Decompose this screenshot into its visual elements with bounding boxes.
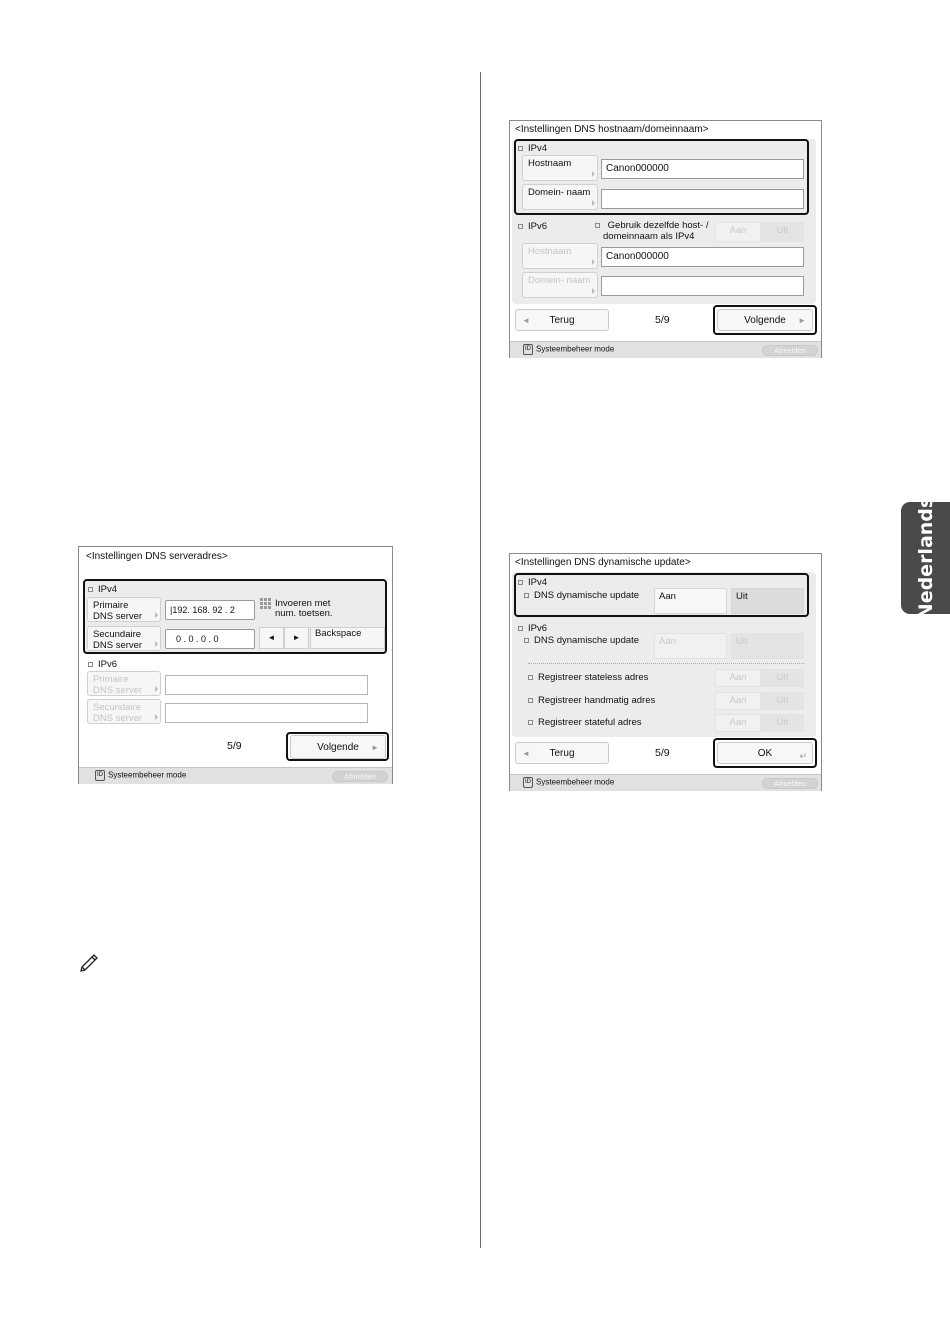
logout-button[interactable]: Afmelden xyxy=(762,345,818,356)
dotted-separator xyxy=(528,663,804,664)
status-bar xyxy=(510,341,821,358)
ipv4-highlight-frame xyxy=(514,573,809,617)
next-highlight-frame xyxy=(286,732,389,761)
same-as-ipv4-line1: Gebruik dezelfde host- / xyxy=(607,220,709,231)
numeric-hint-line2: num. toetsen. xyxy=(275,608,333,619)
ipv4-section-label: IPv4 xyxy=(518,577,547,588)
id-icon: ID xyxy=(95,770,105,781)
ipv6-primary-dns-label xyxy=(87,671,161,696)
same-as-off-toggle[interactable]: Uit xyxy=(761,222,804,242)
ipv6-update-on-toggle[interactable]: Aan xyxy=(654,633,727,659)
status-mode-text: Systeembeheer mode xyxy=(536,777,615,787)
logout-button[interactable]: Afmelden xyxy=(762,778,818,789)
cursor-left-button[interactable]: ◄ xyxy=(259,627,284,649)
status-mode xyxy=(523,777,614,788)
ipv6-primary-dns-input xyxy=(165,675,368,695)
page-indicator: 5/9 xyxy=(655,747,670,759)
stateless-label: Registreer stateless adres xyxy=(528,672,648,683)
dns-update-screen xyxy=(509,553,822,791)
dns-server-screen xyxy=(78,546,393,784)
ipv6-secondary-label-line2: DNS server xyxy=(93,713,143,724)
status-mode xyxy=(95,770,186,781)
ipv6-section-label: IPv6 xyxy=(88,659,117,670)
status-bar xyxy=(510,774,821,791)
screen-title: <Instellingen DNS serveradres> xyxy=(86,551,228,562)
ipv6-secondary-dns-input xyxy=(165,703,368,723)
page-indicator: 5/9 xyxy=(655,314,670,326)
ipv6-primary-label-line1: Primaire xyxy=(93,674,129,685)
id-icon: ID xyxy=(523,777,533,788)
ipv6-domain-label: Domein- naam xyxy=(522,272,598,298)
status-bar xyxy=(79,767,392,784)
ipv6-update-label: DNS dynamische update xyxy=(524,635,639,646)
backspace-button[interactable]: Backspace xyxy=(310,627,385,649)
next-highlight-frame xyxy=(713,305,817,335)
primary-dns-input[interactable]: |192. 168. 92 . 2 xyxy=(165,600,255,620)
same-as-on-toggle[interactable]: Aan xyxy=(715,222,761,242)
back-button[interactable] xyxy=(515,309,609,331)
language-tab-label: Nederlands xyxy=(914,496,937,620)
stateful-on-toggle[interactable]: Aan xyxy=(715,714,761,732)
back-button-label: ◄ Terug xyxy=(549,747,575,759)
stateless-on-toggle[interactable]: Aan xyxy=(715,669,761,687)
stateful-label: Registreer stateful adres xyxy=(528,717,642,728)
cursor-right-button[interactable]: ► xyxy=(284,627,309,649)
stateless-off-toggle[interactable]: Uit xyxy=(761,669,804,687)
screen-title: <Instellingen DNS hostnaam/domeinnaam> xyxy=(515,124,709,135)
ipv4-section-label: IPv4 xyxy=(518,143,547,154)
ipv4-update-label: DNS dynamische update xyxy=(524,590,639,601)
id-icon: ID xyxy=(523,344,533,355)
ipv4-update-off-toggle[interactable]: Uit xyxy=(731,588,804,614)
screen-title: <Instellingen DNS dynamische update> xyxy=(515,557,691,568)
ipv6-section-label: IPv6 xyxy=(518,623,547,634)
manual-off-toggle[interactable]: Uit xyxy=(761,692,804,710)
secondary-dns-label-line2: DNS server xyxy=(93,640,143,651)
ipv6-primary-label-line2: DNS server xyxy=(93,685,143,696)
same-as-ipv4-label xyxy=(595,221,709,231)
hostname-input[interactable]: Canon000000 xyxy=(601,159,804,179)
language-tab xyxy=(901,496,950,620)
back-button[interactable] xyxy=(515,742,609,764)
ipv4-highlight-frame xyxy=(514,139,809,215)
ipv6-update-off-toggle[interactable]: Uit xyxy=(731,633,804,659)
ok-highlight-frame xyxy=(713,738,817,768)
status-mode-text: Systeembeheer mode xyxy=(108,770,187,780)
next-button-label: Volgende xyxy=(317,741,359,753)
ipv4-section-label: IPv4 xyxy=(88,584,117,595)
primary-dns-label-line2: DNS server xyxy=(93,611,143,622)
domain-label-button[interactable]: Domein- naam xyxy=(522,184,598,210)
status-mode-text: Systeembeheer mode xyxy=(536,344,615,354)
page-indicator: 5/9 xyxy=(227,740,242,752)
ipv4-highlight-frame xyxy=(83,579,387,654)
column-divider xyxy=(480,72,481,1248)
ipv6-hostname-label: Hostnaam xyxy=(522,243,598,269)
ipv6-domain-input[interactable] xyxy=(601,276,804,296)
next-button-label: Volgende xyxy=(744,314,786,326)
ipv6-secondary-label-line1: Secundaire xyxy=(93,702,142,713)
ipv4-update-on-toggle[interactable]: Aan xyxy=(654,588,727,614)
stateful-off-toggle[interactable]: Uit xyxy=(761,714,804,732)
ipv6-hostname-input[interactable]: Canon000000 xyxy=(601,247,804,267)
manual-label: Registreer handmatig adres xyxy=(528,695,655,706)
ipv6-secondary-dns-label xyxy=(87,699,161,724)
ipv6-section-label: IPv6 xyxy=(518,221,547,232)
manual-on-toggle[interactable]: Aan xyxy=(715,692,761,710)
back-button-label: ◄ Terug xyxy=(549,314,575,326)
primary-dns-label-line1: Primaire xyxy=(93,600,129,611)
secondary-dns-input[interactable]: 0 . 0 . 0 . 0 xyxy=(165,629,255,649)
pencil-note-icon xyxy=(78,950,100,972)
dns-host-screen xyxy=(509,120,822,358)
same-as-ipv4-line2: domeinnaam als IPv4 xyxy=(603,231,695,242)
ok-button-label: OK xyxy=(757,747,773,759)
numeric-hint-line1: Invoeren met xyxy=(275,598,331,609)
secondary-dns-label-line1: Secundaire xyxy=(93,629,142,640)
logout-button[interactable]: Afmelden xyxy=(332,771,388,782)
hostname-label-button[interactable]: Hostnaam xyxy=(522,155,598,181)
status-mode xyxy=(523,344,614,355)
